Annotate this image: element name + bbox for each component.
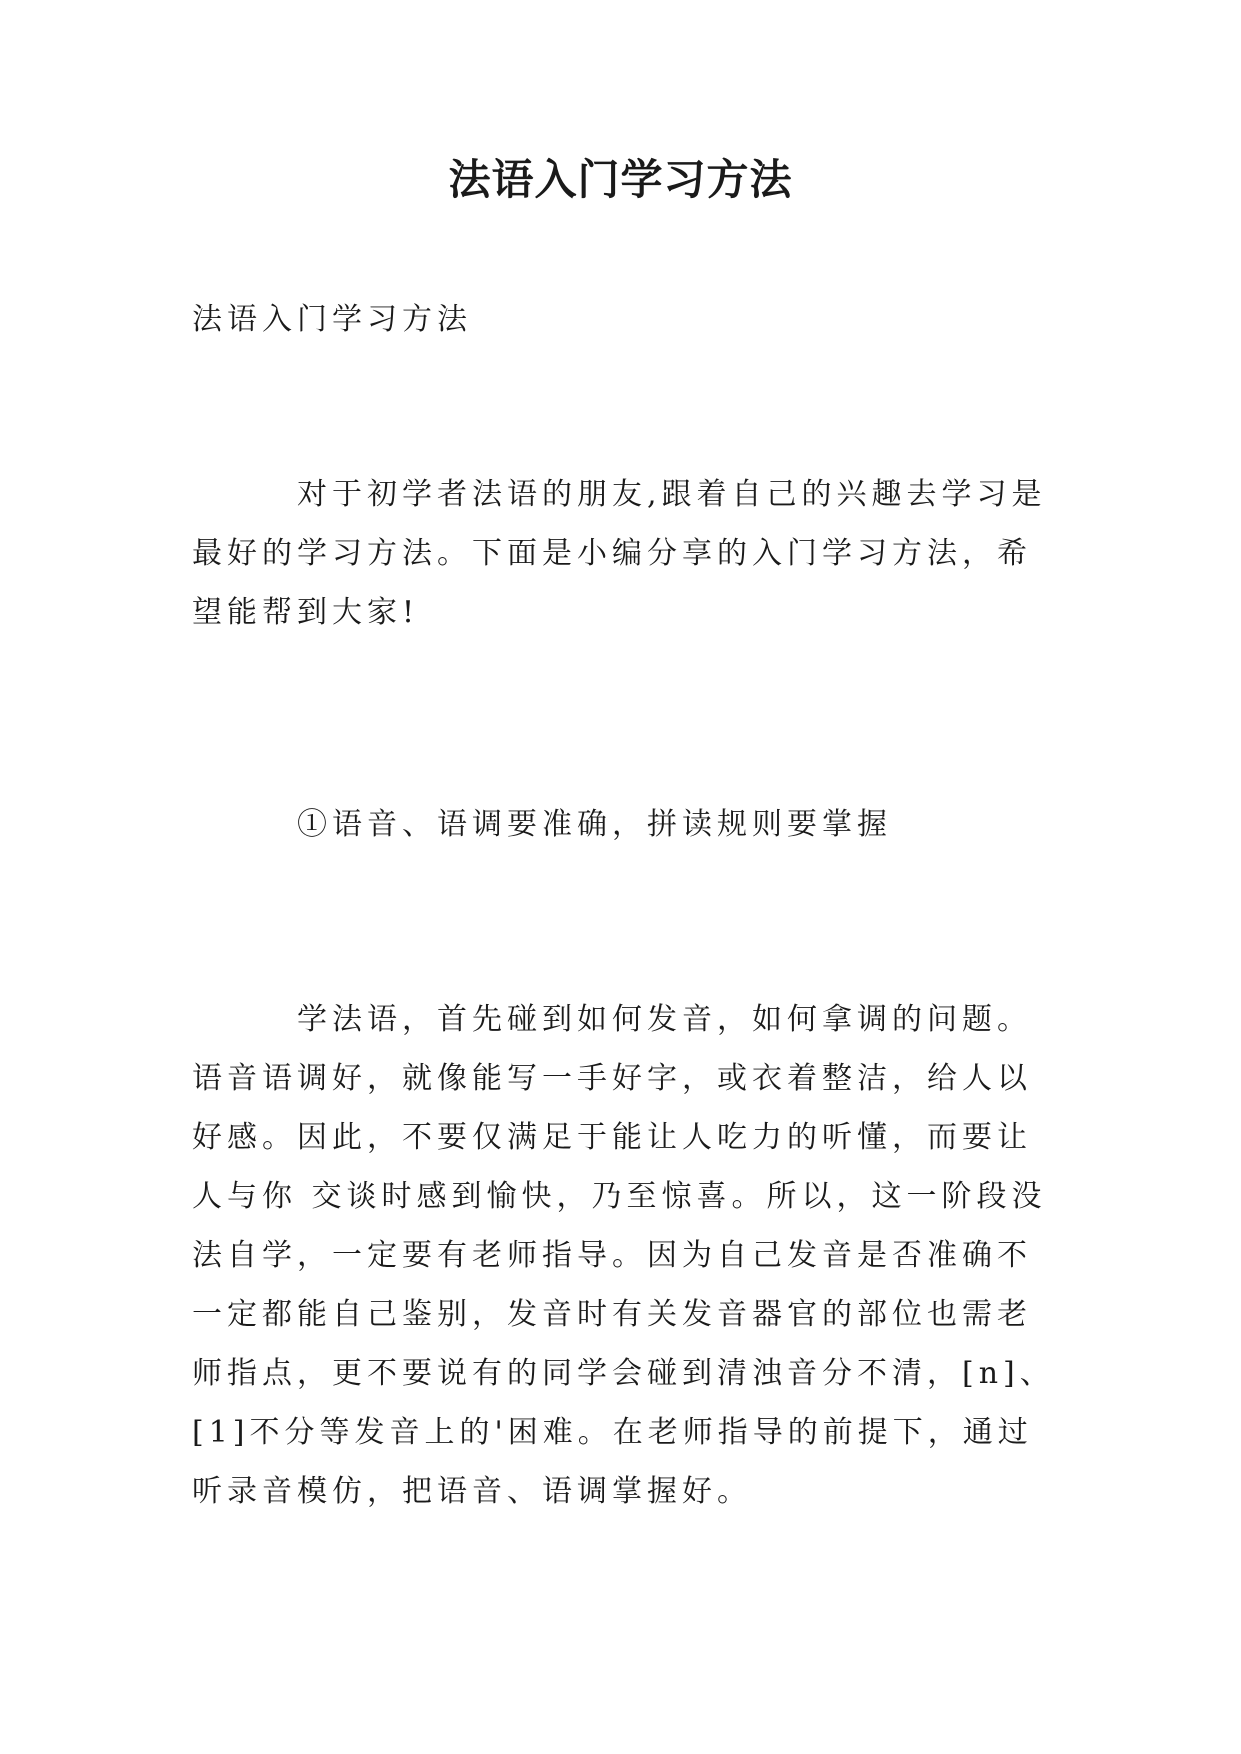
section-body-paragraph: 学法语，首先碰到如何发音，如何拿调的问题。语音语调好，就像能写一手好字，或衣着整洁，给人以好感。因此，不要仅满足于能让人吃力的听懂，而要让人与你 交谈时感到愉快，乃至惊喜。所以，这一阶段没法自学，一定要有老师指导。因为自己发音是否准确不一定都能自己鉴别，发音时有关发音器官的部位也需老师指点，更不要说有的同学会碰到清浊音分不清，[n]、[1]不分等发音上的'困难。在老师指导的前提下，通过听录音模仿，把语音、语调掌握好。: [192, 1002, 1055, 1509]
document-title: 法语入门学习方法: [448, 155, 793, 204]
section-heading: ①语音、语调要准确，拼读规则要掌握: [297, 807, 892, 842]
intro-paragraph: 对于初学者法语的朋友,跟着自己的兴趣去学习是最好的学习方法。下面是小编分享的入门学习方法，希望能帮到大家!: [192, 477, 1047, 630]
document-subtitle: 法语入门学习方法: [192, 302, 472, 337]
